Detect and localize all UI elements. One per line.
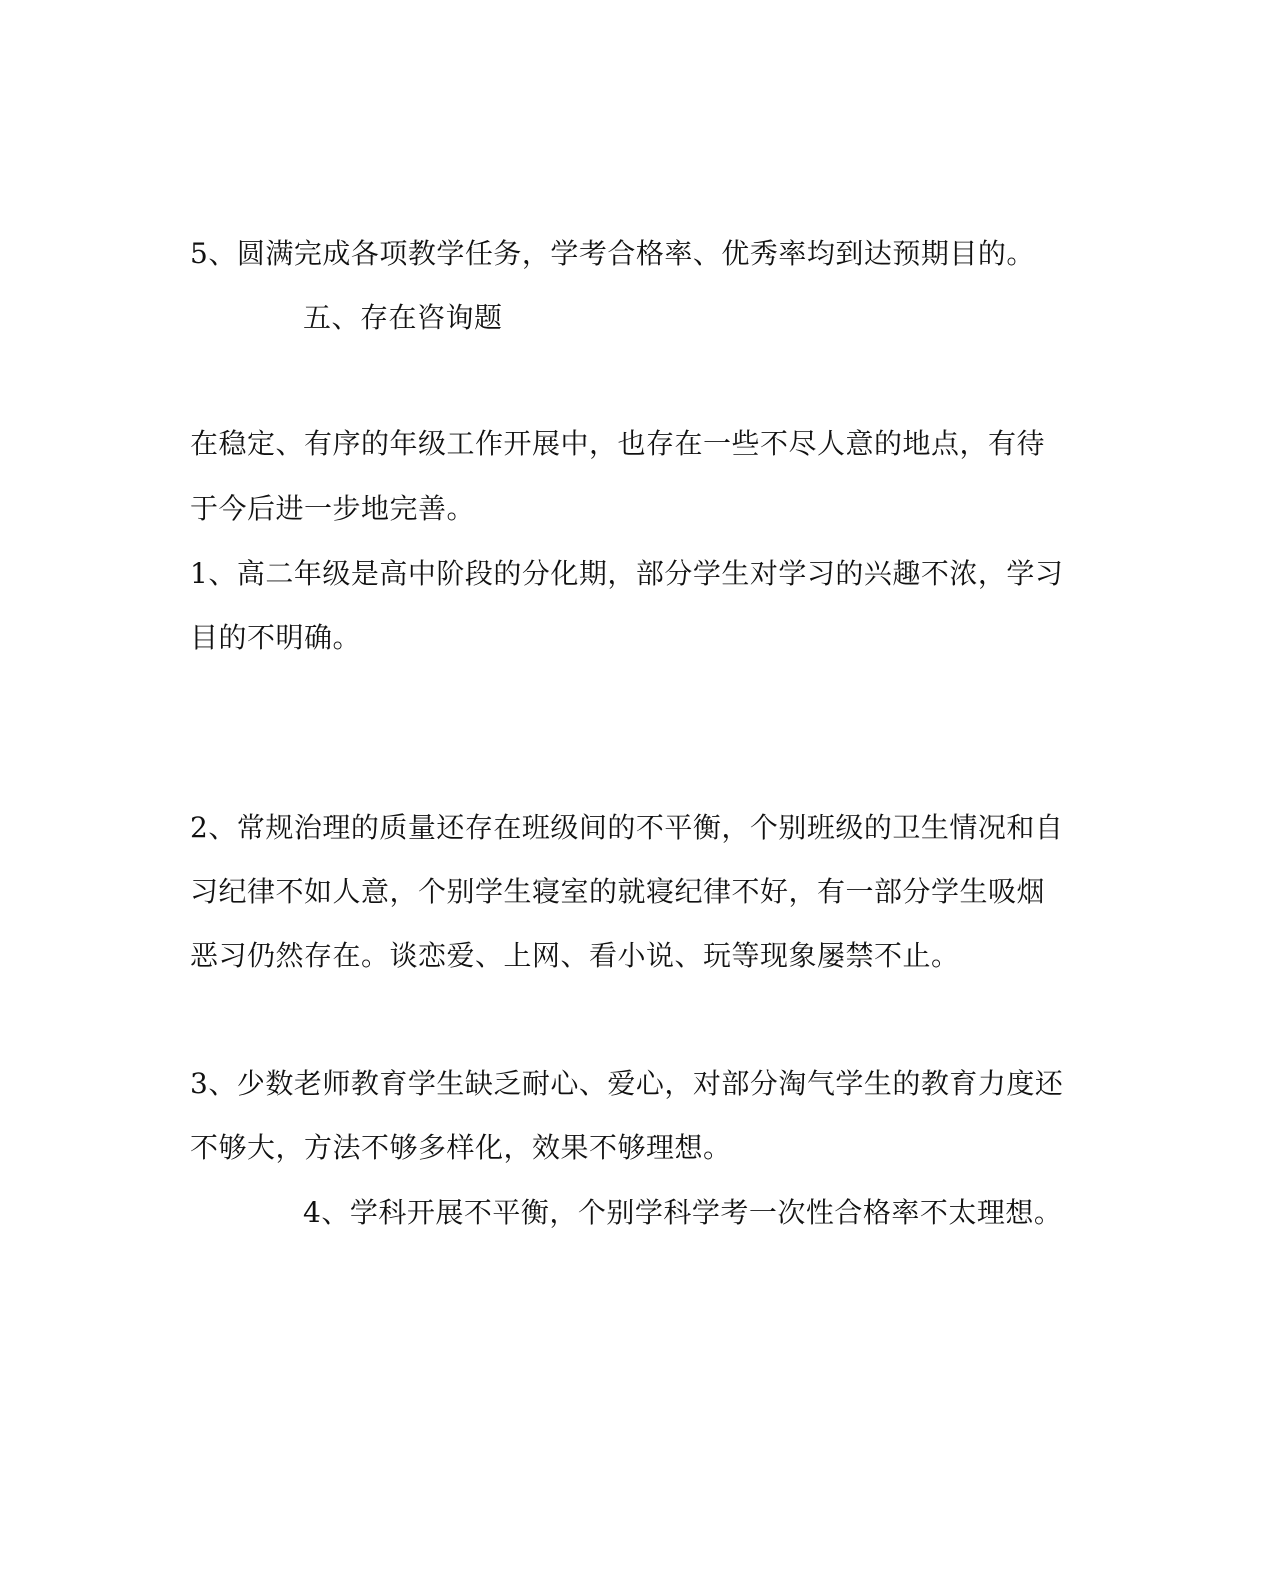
item-1-line-1: 1、高二年级是高中阶段的分化期，部分学生对学习的兴趣不浓，学习 bbox=[190, 557, 1064, 590]
item-4-text: 4、学科开展不平衡，个别学科学考一次性合格率不太理想。 bbox=[303, 1196, 1063, 1229]
paragraph-intro-line-2: 于今后进一步地完善。 bbox=[190, 492, 476, 525]
section-heading: 五、存在咨询题 bbox=[303, 301, 503, 334]
item-2-line-1: 2、常规治理的质量还存在班级间的不平衡，个别班级的卫生情况和自 bbox=[190, 811, 1064, 844]
item-2-line-2: 习纪律不如人意，个别学生寝室的就寝纪律不好，有一部分学生吸烟 bbox=[190, 875, 1046, 908]
paragraph-intro-line-1: 在稳定、有序的年级工作开展中，也存在一些不尽人意的地点，有待 bbox=[190, 427, 1046, 460]
item-1-line-2: 目的不明确。 bbox=[190, 621, 362, 654]
item-3-line-1: 3、少数老师教育学生缺乏耐心、爱心，对部分淘气学生的教育力度还 bbox=[190, 1067, 1064, 1100]
item-3-line-2: 不够大，方法不够多样化，效果不够理想。 bbox=[190, 1131, 732, 1164]
item-5-text: 5、圆满完成各项教学任务，学考合格率、优秀率均到达预期目的。 bbox=[190, 237, 1035, 270]
item-2-line-3: 恶习仍然存在。谈恋爱、上网、看小说、玩等现象屡禁不止。 bbox=[190, 939, 960, 972]
